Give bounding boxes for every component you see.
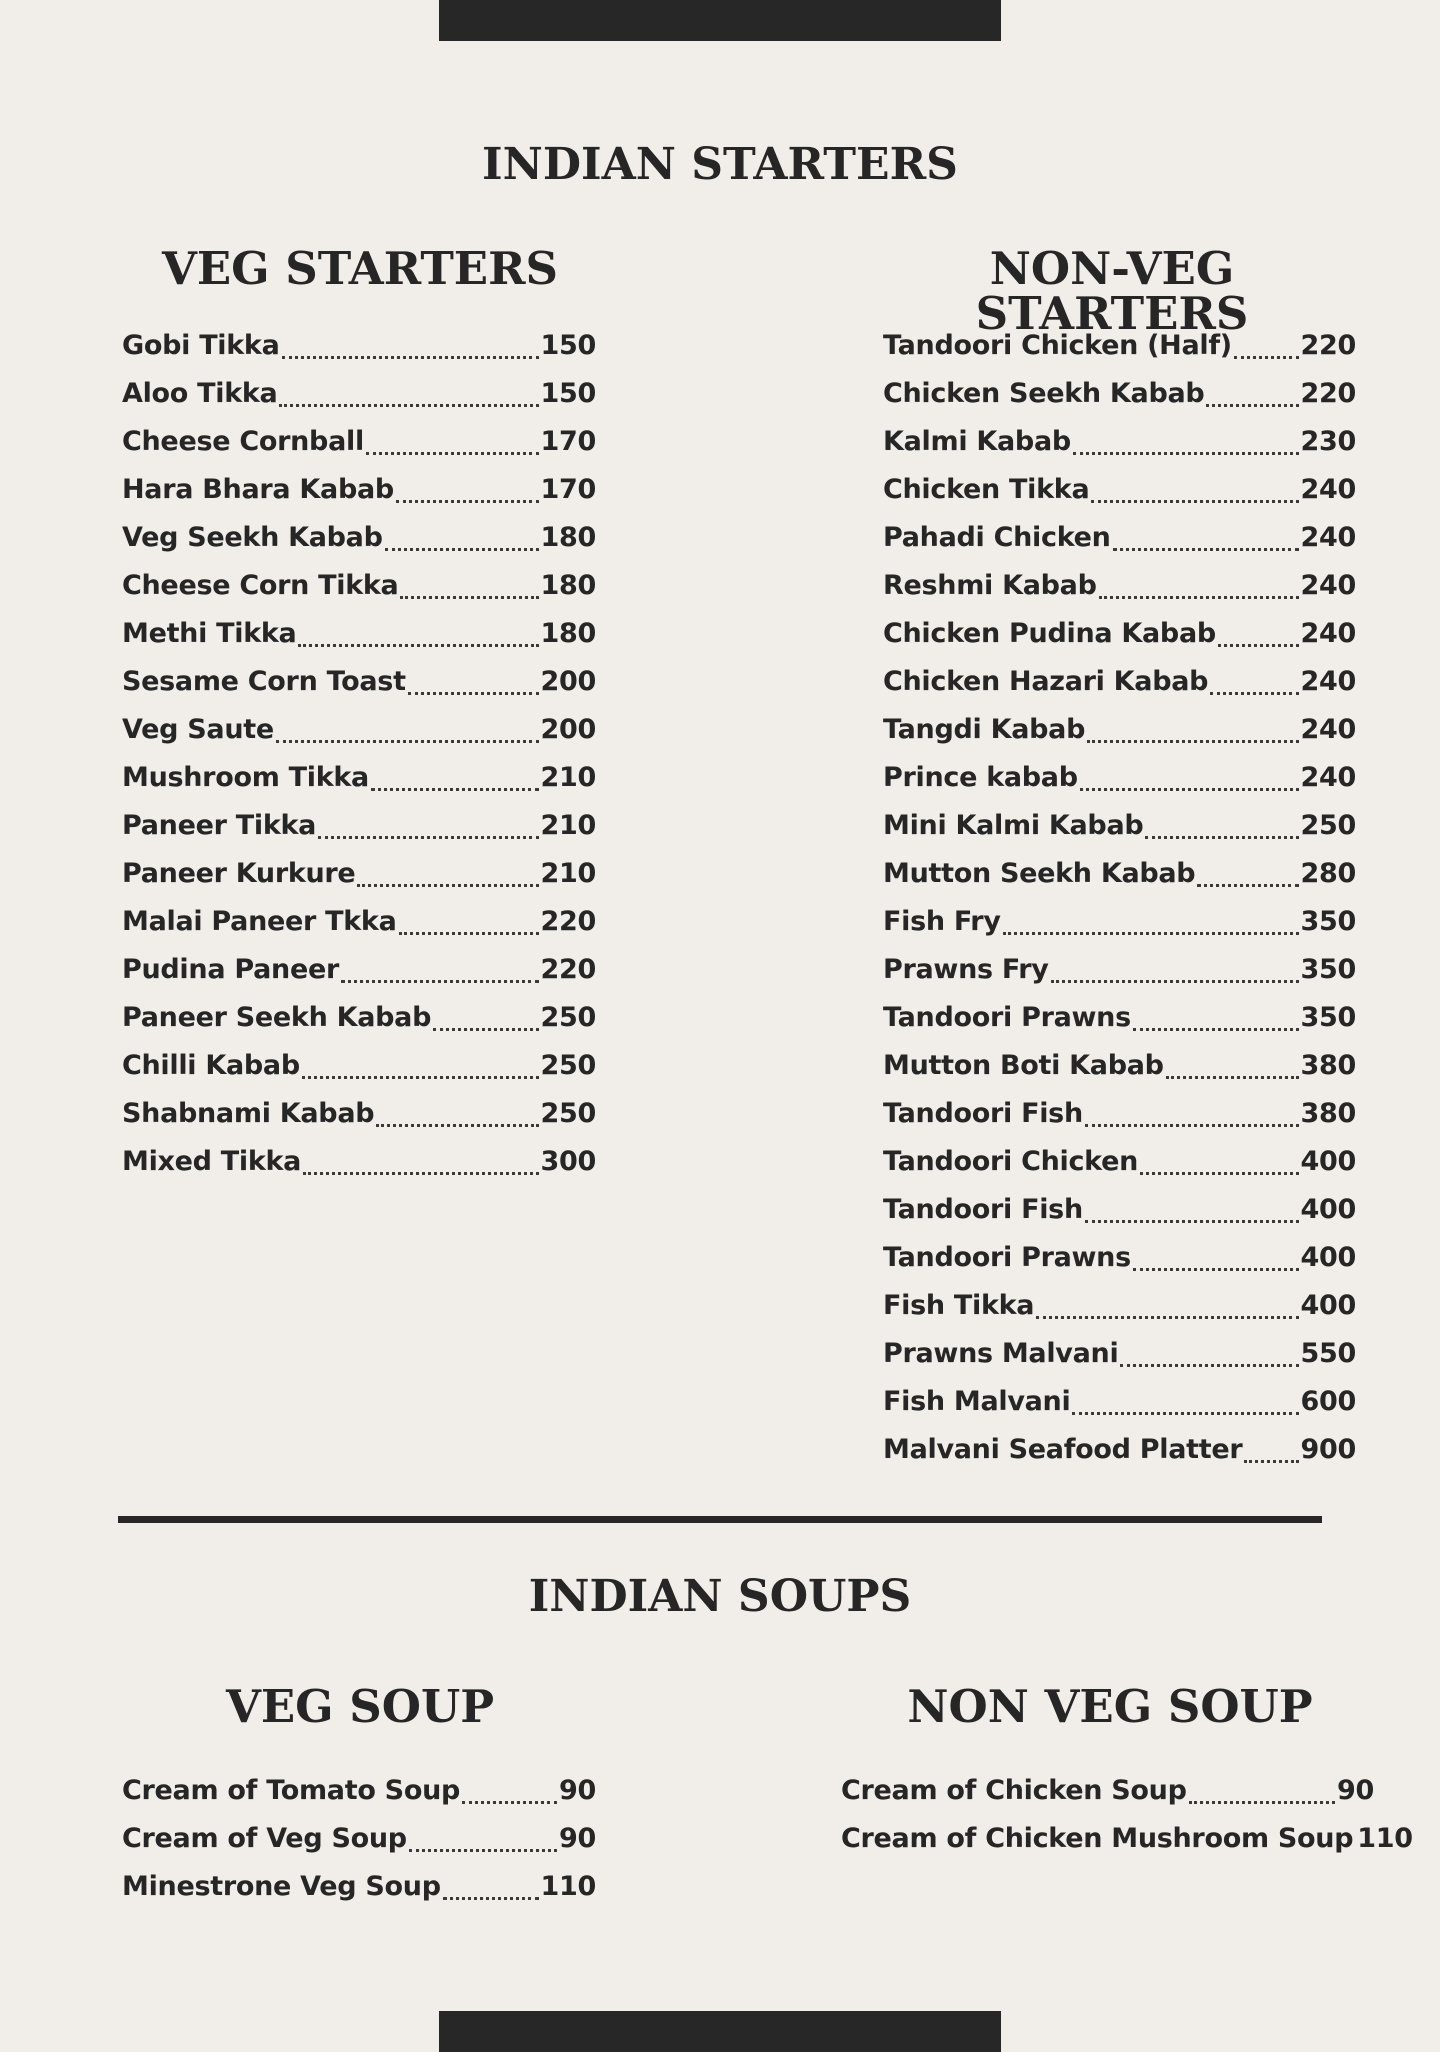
menu-item-price: 180 xyxy=(540,522,596,553)
menu-item-name: Veg Saute xyxy=(122,714,274,745)
menu-item xyxy=(122,946,596,994)
menu-item xyxy=(122,658,596,706)
menu-item xyxy=(841,1767,1374,1815)
menu-item-price: 350 xyxy=(1300,1002,1356,1033)
dot-leader xyxy=(1197,884,1298,887)
nonveg-soup-heading: NON VEG SOUP xyxy=(907,1680,1313,1733)
dot-leader xyxy=(462,1801,557,1804)
menu-item-name: Mini Kalmi Kabab xyxy=(883,810,1144,841)
dot-leader xyxy=(399,932,539,935)
menu-item xyxy=(122,706,596,754)
menu-item-name: Veg Seekh Kabab xyxy=(122,522,383,553)
bottom-decorative-bar xyxy=(439,2011,1001,2052)
menu-item-name: Mushroom Tikka xyxy=(122,762,369,793)
menu-item-price: 90 xyxy=(559,1823,596,1854)
dot-leader xyxy=(1003,932,1299,935)
dot-leader xyxy=(1166,1076,1299,1079)
menu-item-price: 210 xyxy=(540,762,596,793)
indian-soups-title: INDIAN SOUPS xyxy=(528,1571,912,1622)
dot-leader xyxy=(366,452,539,455)
menu-item-name: Gobi Tikka xyxy=(122,330,280,361)
dot-leader xyxy=(1145,836,1298,839)
menu-item-name: Prince kabab xyxy=(883,762,1078,793)
menu-item xyxy=(122,850,596,898)
dot-leader xyxy=(302,1076,539,1079)
dot-leader xyxy=(1189,1801,1335,1804)
menu-item-price: 380 xyxy=(1300,1098,1356,1129)
menu-item-name: Cream of Chicken Soup xyxy=(841,1775,1187,1806)
dot-leader xyxy=(1085,1220,1299,1223)
menu-item-price: 220 xyxy=(540,906,596,937)
veg-starters-list xyxy=(122,322,596,1186)
dot-leader xyxy=(396,500,539,503)
menu-item xyxy=(883,1042,1356,1090)
menu-item-price: 240 xyxy=(1300,618,1356,649)
menu-item-name: Prawns Fry xyxy=(883,954,1049,985)
menu-item-name: Chicken Tikka xyxy=(883,474,1090,505)
menu-item-price: 170 xyxy=(540,426,596,457)
veg-soup-list xyxy=(122,1767,596,1911)
menu-item-name: Fish Fry xyxy=(883,906,1001,937)
dot-leader xyxy=(276,740,539,743)
menu-item xyxy=(883,994,1356,1042)
menu-item xyxy=(122,1138,596,1186)
menu-item-price: 250 xyxy=(540,1050,596,1081)
dot-leader xyxy=(385,548,539,551)
menu-item-price: 150 xyxy=(540,330,596,361)
menu-item-price: 380 xyxy=(1300,1050,1356,1081)
menu-item-name: Paneer Tikka xyxy=(122,810,317,841)
dot-leader xyxy=(1140,1172,1298,1175)
menu-item-price: 110 xyxy=(1357,1823,1413,1854)
menu-item-price: 90 xyxy=(1337,1775,1374,1806)
menu-item xyxy=(883,706,1356,754)
dot-leader xyxy=(1091,500,1298,503)
menu-item-name: Prawns Malvani xyxy=(883,1338,1119,1369)
menu-item-price: 900 xyxy=(1300,1434,1356,1465)
dot-leader xyxy=(318,836,538,839)
menu-item xyxy=(883,802,1356,850)
menu-item-price: 210 xyxy=(540,858,596,889)
menu-item-name: Chicken Pudina Kabab xyxy=(883,618,1216,649)
menu-item-name: Paneer Seekh Kabab xyxy=(122,1002,432,1033)
menu-item-name: Mutton Seekh Kabab xyxy=(883,858,1196,889)
menu-item-price: 400 xyxy=(1300,1146,1356,1177)
menu-item xyxy=(122,802,596,850)
menu-item xyxy=(122,514,596,562)
menu-item xyxy=(883,850,1356,898)
menu-item xyxy=(122,1090,596,1138)
section-divider xyxy=(118,1516,1322,1523)
menu-item-name: Malvani Seafood Platter xyxy=(883,1434,1243,1465)
dot-leader xyxy=(1234,356,1299,359)
menu-item-name: Pudina Paneer xyxy=(122,954,339,985)
menu-item-name: Malai Paneer Tkka xyxy=(122,906,397,937)
dot-leader xyxy=(408,692,539,695)
menu-item-price: 110 xyxy=(540,1871,596,1902)
menu-item-price: 240 xyxy=(1300,570,1356,601)
menu-item-name: Tandoori Prawns xyxy=(883,1002,1131,1033)
menu-item-name: Chilli Kabab xyxy=(122,1050,300,1081)
menu-item-name: Cream of Chicken Mushroom Soup xyxy=(841,1823,1354,1854)
menu-item-price: 400 xyxy=(1300,1242,1356,1273)
menu-item-name: Hara Bhara Kabab xyxy=(122,474,394,505)
dot-leader xyxy=(1087,740,1298,743)
menu-item-name: Tandoori Prawns xyxy=(883,1242,1131,1273)
menu-item xyxy=(883,1138,1356,1186)
menu-item xyxy=(883,658,1356,706)
nonveg-soup-list xyxy=(841,1767,1413,1863)
menu-item xyxy=(122,898,596,946)
menu-item-name: Chicken Seekh Kabab xyxy=(883,378,1205,409)
menu-item xyxy=(883,1234,1356,1282)
menu-item-price: 280 xyxy=(1300,858,1356,889)
menu-item-name: Sesame Corn Toast xyxy=(122,666,406,697)
menu-item-name: Pahadi Chicken xyxy=(883,522,1111,553)
menu-item xyxy=(122,1042,596,1090)
menu-item xyxy=(122,754,596,802)
menu-item-price: 400 xyxy=(1300,1194,1356,1225)
menu-item xyxy=(883,754,1356,802)
menu-item-price: 210 xyxy=(540,810,596,841)
menu-item-price: 200 xyxy=(540,666,596,697)
menu-item-name: Mixed Tikka xyxy=(122,1146,302,1177)
menu-item xyxy=(883,898,1356,946)
menu-item-price: 240 xyxy=(1300,666,1356,697)
menu-item xyxy=(883,1282,1356,1330)
menu-item-price: 90 xyxy=(559,1775,596,1806)
menu-item-price: 170 xyxy=(540,474,596,505)
dot-leader xyxy=(1080,788,1299,791)
menu-item xyxy=(883,1426,1356,1474)
dot-leader xyxy=(1218,644,1299,647)
dot-leader xyxy=(371,788,539,791)
menu-item-name: Reshmi Kabab xyxy=(883,570,1097,601)
menu-item-price: 240 xyxy=(1300,522,1356,553)
dot-leader xyxy=(298,644,538,647)
dot-leader xyxy=(443,1897,539,1900)
menu-item xyxy=(883,418,1356,466)
menu-item-price: 200 xyxy=(540,714,596,745)
menu-item xyxy=(883,1090,1356,1138)
menu-item-price: 150 xyxy=(540,378,596,409)
menu-item-name: Fish Tikka xyxy=(883,1290,1035,1321)
menu-item-name: Tandoori Fish xyxy=(883,1098,1083,1129)
menu-item-name: Tandoori Fish xyxy=(883,1194,1083,1225)
top-decorative-bar xyxy=(439,0,1001,41)
menu-item-price: 230 xyxy=(1300,426,1356,457)
dot-leader xyxy=(279,404,538,407)
menu-item xyxy=(122,418,596,466)
dot-leader xyxy=(1210,692,1298,695)
dot-leader xyxy=(1085,1124,1299,1127)
dot-leader xyxy=(1206,404,1298,407)
menu-item-price: 350 xyxy=(1300,906,1356,937)
veg-starters-heading: VEG STARTERS xyxy=(161,242,559,295)
menu-item-price: 600 xyxy=(1300,1386,1356,1417)
menu-item xyxy=(122,1767,596,1815)
menu-item xyxy=(883,1378,1356,1426)
menu-item xyxy=(122,1815,596,1863)
menu-item xyxy=(122,994,596,1042)
menu-item xyxy=(122,1863,596,1911)
menu-item xyxy=(883,610,1356,658)
dot-leader xyxy=(1244,1460,1298,1463)
veg-soup-heading: VEG SOUP xyxy=(225,1680,495,1733)
menu-item-name: Shabnami Kabab xyxy=(122,1098,375,1129)
menu-item-price: 250 xyxy=(540,1002,596,1033)
menu-item-price: 250 xyxy=(1300,810,1356,841)
menu-item-price: 180 xyxy=(540,570,596,601)
menu-item xyxy=(883,370,1356,418)
menu-item-price: 300 xyxy=(540,1146,596,1177)
dot-leader xyxy=(1120,1364,1298,1367)
menu-item-price: 400 xyxy=(1300,1290,1356,1321)
indian-starters-title: INDIAN STARTERS xyxy=(482,139,958,190)
nonveg-starters-list xyxy=(883,322,1356,1474)
menu-item-name: Aloo Tikka xyxy=(122,378,278,409)
menu-item xyxy=(122,610,596,658)
dot-leader xyxy=(282,356,539,359)
menu-item xyxy=(883,562,1356,610)
nonveg-starters-heading: NON-VEG STARTERS xyxy=(975,242,1249,340)
menu-item-name: Tangdi Kabab xyxy=(883,714,1086,745)
menu-item-name: Tandoori Chicken (Half) xyxy=(883,330,1232,361)
menu-item-name: Methi Tikka xyxy=(122,618,297,649)
menu-item-price: 350 xyxy=(1300,954,1356,985)
dot-leader xyxy=(1072,1412,1298,1415)
menu-item xyxy=(122,562,596,610)
menu-item-name: Mutton Boti Kabab xyxy=(883,1050,1164,1081)
dot-leader xyxy=(376,1124,538,1127)
menu-item xyxy=(883,322,1356,370)
menu-item-name: Cream of Veg Soup xyxy=(122,1823,407,1854)
menu-item xyxy=(883,466,1356,514)
menu-item-name: Cream of Tomato Soup xyxy=(122,1775,461,1806)
menu-item-price: 240 xyxy=(1300,474,1356,505)
dot-leader xyxy=(433,1028,538,1031)
menu-item xyxy=(883,946,1356,994)
menu-item-name: Cheese Cornball xyxy=(122,426,364,457)
dot-leader xyxy=(1036,1316,1298,1319)
dot-leader xyxy=(1133,1268,1299,1271)
menu-item xyxy=(122,466,596,514)
menu-item-name: Chicken Hazari Kabab xyxy=(883,666,1209,697)
menu-item-name: Minestrone Veg Soup xyxy=(122,1871,441,1902)
menu-item xyxy=(883,1330,1356,1378)
dot-leader xyxy=(341,980,539,983)
menu-item-price: 220 xyxy=(540,954,596,985)
menu-item-name: Tandoori Chicken xyxy=(883,1146,1139,1177)
menu-item-price: 250 xyxy=(540,1098,596,1129)
menu-item xyxy=(122,370,596,418)
dot-leader xyxy=(409,1849,557,1852)
menu-item xyxy=(122,322,596,370)
menu-item xyxy=(883,1186,1356,1234)
menu-item xyxy=(841,1815,1413,1863)
dot-leader xyxy=(1113,548,1299,551)
dot-leader xyxy=(400,596,538,599)
menu-item-name: Kalmi Kabab xyxy=(883,426,1071,457)
menu-item xyxy=(883,514,1356,562)
dot-leader xyxy=(303,1172,538,1175)
menu-item-price: 220 xyxy=(1300,378,1356,409)
menu-item-price: 550 xyxy=(1300,1338,1356,1369)
menu-item-name: Paneer Kurkure xyxy=(122,858,356,889)
menu-item-price: 240 xyxy=(1300,762,1356,793)
dot-leader xyxy=(1073,452,1299,455)
menu-item-name: Fish Malvani xyxy=(883,1386,1071,1417)
dot-leader xyxy=(1051,980,1299,983)
menu-item-price: 220 xyxy=(1300,330,1356,361)
menu-item-name: Cheese Corn Tikka xyxy=(122,570,399,601)
menu-item-price: 240 xyxy=(1300,714,1356,745)
dot-leader xyxy=(357,884,538,887)
menu-item-price: 180 xyxy=(540,618,596,649)
dot-leader xyxy=(1099,596,1299,599)
dot-leader xyxy=(1133,1028,1299,1031)
